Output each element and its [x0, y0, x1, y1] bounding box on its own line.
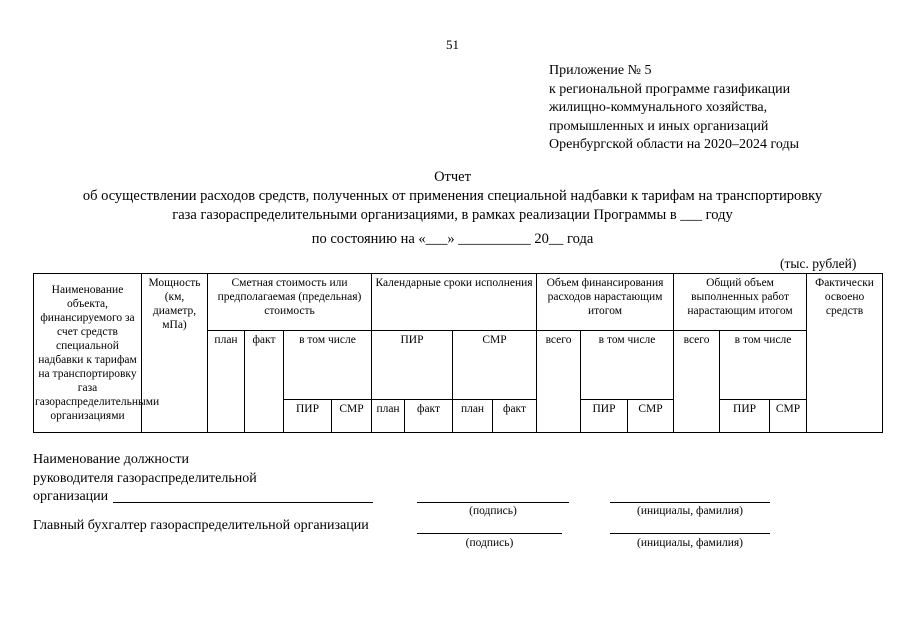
header-smr: СМР	[628, 400, 674, 433]
position-label-3: организации	[33, 489, 109, 504]
report-heading: Отчет	[434, 169, 471, 185]
header-capacity: Мощность (км, диаметр, мПа)	[142, 274, 208, 433]
header-pir: ПИР	[581, 400, 628, 433]
header-fact: факт	[493, 400, 537, 433]
header-plan: план	[208, 331, 245, 433]
header-total: всего	[674, 331, 720, 433]
unit-label: (тыс. рублей)	[780, 256, 857, 271]
appendix-line: к региональной программе газификации	[549, 81, 791, 97]
signature-line	[417, 502, 569, 503]
header-plan: план	[372, 400, 405, 433]
initials-caption: (инициалы, фамилия)	[636, 537, 744, 549]
report-title	[0, 168, 905, 225]
appendix-line: Приложение № 5	[549, 63, 652, 78]
initials-line	[610, 502, 770, 503]
header-pir: ПИР	[720, 400, 770, 433]
header-fact: факт	[245, 331, 284, 433]
header-pir: ПИР	[372, 331, 453, 400]
appendix-line: Оренбургской области на 2020–2024 годы	[549, 137, 799, 152]
header-actual: Фактически освоено средств	[807, 274, 883, 433]
header-work: Общий объем выполненных работ нарастающим итогом	[674, 274, 807, 331]
initials-line	[610, 533, 770, 534]
page-number: 51	[446, 37, 459, 52]
header-object: Наименование объекта, финансируемого за счет средств специальной надбавки к тарифам на транспортировку газа газораспределительными организациями	[34, 274, 142, 433]
header-fact: факт	[405, 400, 453, 433]
header-smr: СМР	[453, 331, 537, 400]
header-including: в том числе	[720, 331, 807, 400]
position-label-2: руководителя газораспределительной	[33, 471, 257, 486]
header-financing: Объем финансирования расходов нарастающим итогом	[537, 274, 674, 331]
appendix-line: промышленных и иных организаций	[549, 118, 769, 134]
signature-line	[417, 533, 562, 534]
header-including: в том числе	[581, 331, 674, 400]
header-smr: СМР	[770, 400, 807, 433]
position-label-1: Наименование должности	[33, 452, 189, 467]
chief-accountant-label: Главный бухгалтер газораспределительной организации	[33, 518, 369, 533]
report-title-line: об осуществлении расходов средств, полученных от применения специальной надбавки к тарифам на транспортировку	[82, 188, 823, 204]
header-plan: план	[453, 400, 493, 433]
header-calendar: Календарные сроки исполнения	[372, 274, 537, 331]
header-total: всего	[537, 331, 581, 433]
report-table	[33, 273, 883, 433]
position-name-line	[113, 502, 373, 503]
header-smr: СМР	[332, 400, 372, 433]
signature-caption: (подпись)	[469, 505, 517, 517]
report-title-line: газа газораспределительными организациями, в рамках реализации Программы в ___ году	[172, 207, 733, 223]
header-pir: ПИР	[284, 400, 332, 433]
appendix-block	[549, 62, 799, 155]
header-including: в том числе	[284, 331, 372, 400]
appendix-line: жилищно-коммунального хозяйства,	[549, 100, 768, 115]
header-estimate: Сметная стоимость или предполагаемая (предельная) стоимость	[208, 274, 372, 331]
initials-caption: (инициалы, фамилия)	[636, 505, 744, 517]
signature-caption: (подпись)	[465, 537, 514, 549]
date-line: по состоянию на «___» __________ 20__ года	[311, 231, 594, 247]
